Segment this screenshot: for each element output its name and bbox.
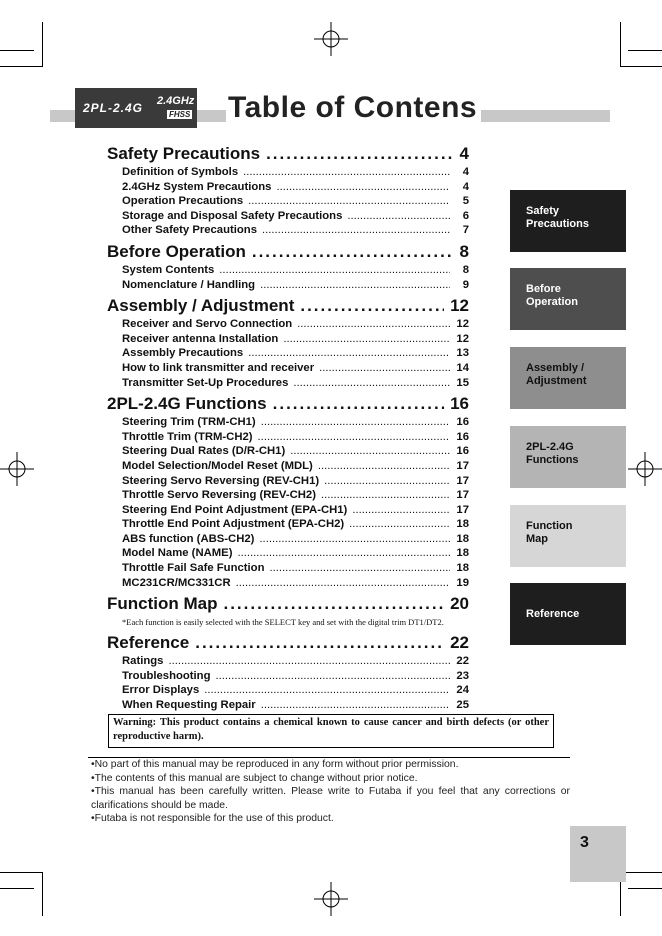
logo-text: 2.4GHz [157,95,195,107]
toc-item-title: Transmitter Set-Up Procedures [122,376,289,389]
toc-item-title: Storage and Disposal Safety Precautions [122,209,343,222]
crop-mark [42,22,43,66]
toc-section-page: 16 [450,394,469,414]
dot-leader [195,632,444,654]
dot-leader [269,561,450,576]
dot-leader [261,698,450,713]
crop-mark [628,50,662,51]
toc-item[interactable] [107,517,469,532]
registration-mark-icon [314,882,348,916]
crop-mark [0,888,34,889]
toc-item-title: Error Displays [122,684,200,697]
dot-leader [248,194,450,209]
warning-box: Warning: This product contains a chemical known to cause cancer and birth defects (or other reproductive harm). [108,714,554,748]
toc-item[interactable] [107,165,469,180]
toc-item-page: 12 [456,318,469,331]
tab-label: Functions [526,454,579,466]
toc-item-page: 13 [456,347,469,360]
crop-mark [0,50,34,51]
toc-item-page: 6 [462,209,469,222]
toc-item-page: 19 [456,576,469,589]
dot-leader [236,576,450,591]
toc-item[interactable] [107,415,469,430]
crop-mark [0,872,43,873]
toc-item-page: 4 [462,166,469,178]
page-title: Table of Contens [226,90,481,126]
table-of-contents [107,140,469,713]
toc-item-title: Steering Servo Reversing (REV-CH1) [122,474,320,487]
dot-leader [219,263,450,278]
toc-item[interactable] [107,263,469,278]
toc-item[interactable] [107,278,469,293]
toc-item-page: 12 [456,332,469,345]
toc-item[interactable] [107,317,469,332]
toc-section[interactable] [107,241,469,263]
legal-note: •The contents of this manual are subject to change without prior notice. [91,772,418,784]
toc-item[interactable] [107,459,469,474]
toc-item[interactable] [107,698,469,713]
tab-label: Before [526,283,561,295]
dot-leader [324,474,450,489]
dot-leader [252,241,454,263]
toc-item-title: Troubleshooting [122,669,211,682]
toc-item-page: 17 [456,459,469,472]
toc-item-page: 18 [456,562,469,575]
toc-item[interactable] [107,346,469,361]
legal-notes [91,758,570,826]
legal-note: •No part of this manual may be reproduced in any form without prior permission. [91,759,459,770]
crop-mark [42,872,43,916]
dot-leader [258,430,450,445]
toc-section-title: Assembly / Adjustment [107,296,295,316]
tab-label: Safety [526,205,560,217]
dot-leader [297,317,450,332]
toc-item-title: Steering Trim (TRM-CH1) [122,416,256,429]
dot-leader [321,488,450,503]
crop-mark [628,888,662,889]
tab-label: Function [526,520,573,532]
dot-leader [318,459,450,474]
toc-item[interactable] [107,683,469,698]
toc-item-title: Assembly Precautions [122,347,244,360]
product-logo [75,88,197,128]
dot-leader [293,376,450,391]
toc-item-page: 17 [456,489,469,502]
toc-item-page: 17 [456,503,469,516]
toc-section-page: 8 [459,241,469,261]
legal-note: •Futaba is not responsible for the use of this product. [91,813,334,825]
toc-item-title: ABS function (ABS-CH2) [122,532,255,545]
toc-item[interactable] [107,194,469,209]
toc-item-title: Throttle Fail Safe Function [122,562,265,575]
registration-mark-icon [314,22,348,56]
dot-leader [347,209,450,224]
toc-item-page: 4 [462,180,469,193]
toc-item[interactable] [107,546,469,561]
toc-item[interactable] [107,474,469,489]
dot-leader [204,683,450,698]
toc-item[interactable] [107,503,469,518]
toc-section-page: 12 [450,296,469,316]
toc-item-title: Operation Precautions [122,195,244,208]
toc-item-title: Model Name (NAME) [122,547,233,560]
dot-leader [349,517,450,532]
toc-item-title: How to link transmitter and receiver [122,361,315,374]
toc-item-title: When Requesting Repair [122,699,256,712]
section-tab[interactable] [510,426,626,488]
toc-section-page: 20 [450,594,469,614]
toc-item-page: 18 [456,532,469,545]
crop-mark [620,22,621,66]
dot-leader [248,346,450,361]
toc-section[interactable] [107,593,469,615]
toc-item-page: 16 [456,430,469,443]
toc-item-page: 8 [462,263,469,276]
toc-item-page: 17 [456,474,469,487]
toc-item[interactable] [107,576,469,591]
toc-section[interactable] [107,295,469,317]
toc-section[interactable] [107,393,469,415]
toc-item-title: Other Safety Precautions [122,224,257,237]
toc-item-title: Definition of Symbols [122,166,239,178]
toc-item-page: 16 [456,445,469,458]
toc-item-page: 7 [462,224,469,237]
toc-section-title: Before Operation [107,241,246,261]
toc-item[interactable] [107,488,469,503]
section-tab[interactable] [510,347,626,409]
logo-text: 2PL-2.4G [83,101,144,115]
toc-item-title: Model Selection/Model Reset (MDL) [122,459,313,472]
dot-leader [243,165,450,180]
toc-item[interactable] [107,444,469,459]
crop-mark [620,872,662,873]
toc-item-page: 23 [456,669,469,682]
toc-item-page: 18 [456,518,469,531]
toc-item-page: 14 [456,361,469,374]
tab-label: 2PL-2.4G [526,441,574,453]
page-number: 3 [570,826,626,882]
registration-mark-icon [0,452,34,486]
dot-leader [319,361,450,376]
toc-item[interactable] [107,180,469,195]
dot-leader [300,295,444,317]
tab-label: Operation [526,296,578,308]
toc-item[interactable] [107,654,469,669]
toc-item-page: 9 [462,278,469,291]
dot-leader [259,532,450,547]
toc-section[interactable] [107,143,469,165]
toc-item-page: 18 [456,547,469,560]
toc-note: *Each function is easily selected with the SELECT key and set with the digital trim DT1/DT2. [122,617,444,628]
dot-leader [237,546,450,561]
toc-section[interactable] [107,632,469,654]
toc-item-title: Steering Dual Rates (D/R-CH1) [122,445,286,458]
tab-label: Precautions [526,218,589,230]
dot-leader [352,503,450,518]
toc-item[interactable] [107,209,469,224]
dot-leader [262,223,450,238]
toc-item-title: Throttle Servo Reversing (REV-CH2) [122,489,316,502]
tab-label: Reference [526,608,580,620]
dot-leader [215,669,450,684]
toc-item-title: 2.4GHz System Precautions [122,180,272,193]
toc-item[interactable] [107,561,469,576]
dot-leader [276,180,450,195]
toc-section-page: 4 [459,144,469,163]
toc-section-title: Function Map [107,594,218,614]
toc-item[interactable] [107,532,469,547]
toc-item-page: 16 [456,416,469,429]
tab-label: Assembly / [526,362,585,374]
dot-leader [261,415,450,430]
toc-item-title: Ratings [122,655,164,668]
dot-leader [223,593,444,615]
crop-mark [620,66,662,67]
legal-note: •This manual has been carefully written. Please write to Futaba if you feel that any corrections or clarifications should be made. [91,786,570,811]
toc-section-page: 22 [450,633,469,653]
dot-leader [290,444,450,459]
section-tab[interactable] [510,268,626,330]
logo-text: FHSS [169,110,191,119]
dot-leader [266,143,453,165]
toc-section-title: 2PL-2.4G Functions [107,394,267,414]
toc-item[interactable] [107,669,469,684]
toc-item-title: Receiver and Servo Connection [122,318,293,331]
toc-item[interactable] [107,361,469,376]
tab-label: Map [526,533,548,545]
toc-item-title: System Contents [122,263,215,276]
toc-item[interactable] [107,223,469,238]
tab-label: Adjustment [526,375,587,387]
toc-item-page: 22 [456,655,469,668]
dot-leader [283,332,450,347]
dot-leader [260,278,450,293]
toc-item-title: Throttle Trim (TRM-CH2) [122,430,253,443]
section-tab[interactable] [510,583,626,645]
toc-section-title: Safety Precautions [107,144,261,163]
toc-item-page: 15 [456,376,469,389]
dot-leader [168,654,450,669]
toc-item[interactable] [107,430,469,445]
crop-mark [0,66,43,67]
toc-item-page: 5 [462,195,469,208]
section-tab[interactable] [510,505,626,567]
toc-item-title: Throttle End Point Adjustment (EPA-CH2) [122,518,345,531]
toc-item-title: Nomenclature / Handling [122,278,256,291]
toc-item-page: 24 [456,684,469,697]
toc-item-page: 25 [456,699,469,712]
toc-item-title: Steering End Point Adjustment (EPA-CH1) [122,503,348,516]
toc-section-title: Reference [107,633,190,653]
toc-item-title: MC231CR/MC331CR [122,576,231,589]
registration-mark-icon [628,452,662,486]
section-tab[interactable] [510,190,626,252]
toc-item[interactable] [107,376,469,391]
dot-leader [273,393,444,415]
toc-item-title: Receiver antenna Installation [122,332,279,345]
toc-item[interactable] [107,332,469,347]
